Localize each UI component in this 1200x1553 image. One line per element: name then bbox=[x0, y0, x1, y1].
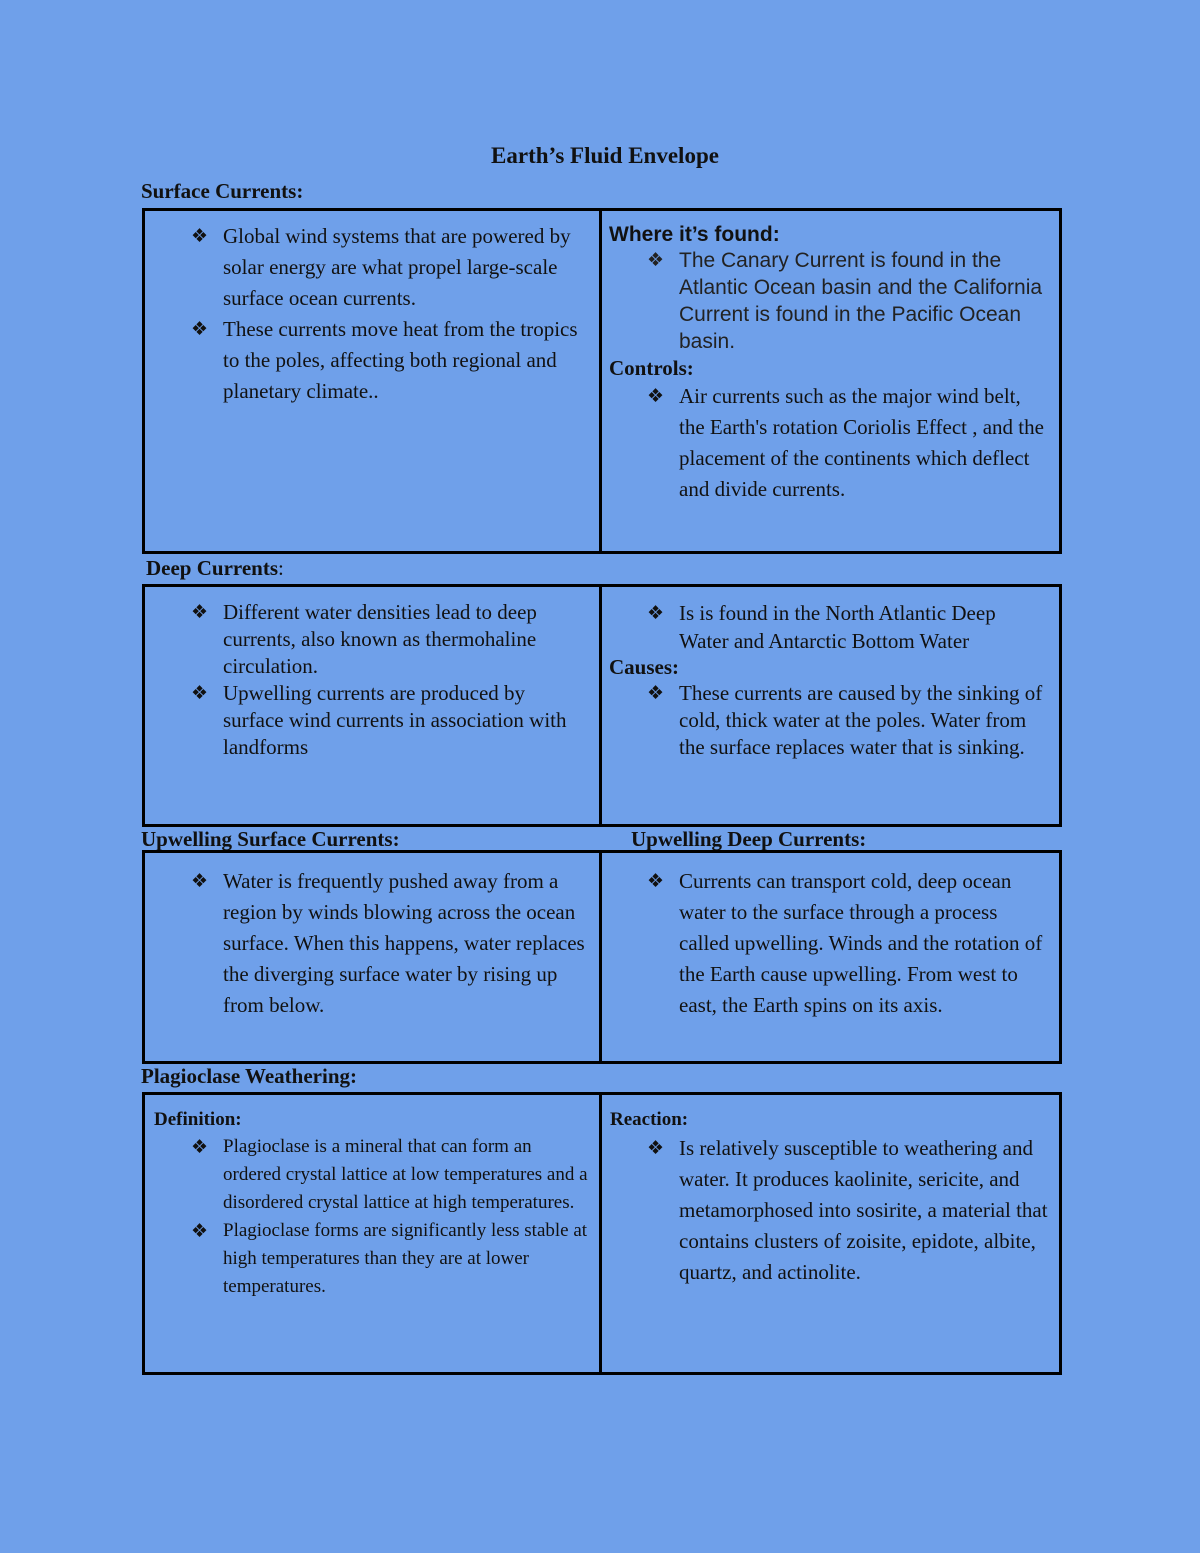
plagioclase-table bbox=[142, 1092, 1062, 1375]
where-found-label: Where it’s found: bbox=[609, 223, 780, 246]
diamond-bullet-icon: ❖ bbox=[647, 1137, 665, 1159]
list-item: ❖ Different water densities lead to deep currents, also known as thermohaline circulation. bbox=[191, 600, 537, 678]
list-item: ❖ Air currents such as the major wind belt, the Earth's rotation Coriolis Effect , and the placement of the continents which deflect and divide currents. bbox=[602, 381, 1059, 505]
diamond-bullet-icon: ❖ bbox=[191, 1220, 209, 1242]
diamond-bullet-icon: ❖ bbox=[647, 682, 665, 704]
deep-currents-heading: Deep Currents: bbox=[146, 556, 284, 580]
page-title: Earth’s Fluid Envelope bbox=[491, 143, 719, 168]
list-item: ❖ The Canary Current is found in the Atlantic Ocean basin and the California Current is found in the Pacific Ocean basin. bbox=[647, 249, 1043, 353]
controls-label: Controls: bbox=[609, 356, 694, 380]
deep-currents-right-cell bbox=[602, 587, 1059, 824]
plagioclase-right-cell bbox=[602, 1095, 1059, 1372]
diamond-bullet-icon: ❖ bbox=[647, 385, 665, 407]
deep-currents-left-cell bbox=[145, 587, 602, 824]
reaction-label: Reaction: bbox=[610, 1109, 689, 1130]
surface-currents-right-cell bbox=[602, 211, 1059, 551]
surface-currents-table bbox=[142, 208, 1062, 554]
list-item: ❖ Plagioclase is a mineral that can form an ordered crystal lattice at low temperatures and a disordered crystal lattice at high temperatures. bbox=[145, 1133, 599, 1217]
list-item: ❖ Water is frequently pushed away from a region by winds blowing across the ocean surface. When this happens, water replaces the diverging surface water by rising up from below. bbox=[145, 866, 599, 1021]
diamond-bullet-icon: ❖ bbox=[191, 682, 209, 704]
upwelling-right-cell bbox=[602, 853, 1059, 1061]
diamond-bullet-icon: ❖ bbox=[191, 1136, 209, 1158]
surface-currents-left-cell bbox=[145, 211, 602, 551]
list-item: ❖ Currents can transport cold, deep ocean water to the surface through a process called upwelling. Winds and the rotation of the Earth cause upwelling. From west to east, the Earth spins on its axis. bbox=[602, 866, 1059, 1021]
diamond-bullet-icon: ❖ bbox=[191, 601, 209, 623]
diamond-bullet-icon: ❖ bbox=[647, 602, 665, 624]
causes-label: Causes: bbox=[609, 655, 680, 679]
deep-currents-table bbox=[142, 584, 1062, 827]
plagioclase-heading: Plagioclase Weathering: bbox=[141, 1064, 357, 1088]
list-item: ❖ Global wind systems that are powered by solar energy are what propel large-scale surface ocean currents. bbox=[145, 221, 599, 314]
diamond-bullet-icon: ❖ bbox=[191, 870, 209, 892]
upwelling-table bbox=[142, 850, 1062, 1064]
diamond-bullet-icon: ❖ bbox=[191, 318, 209, 340]
list-item: ❖ Is is found in the North Atlantic Deep Water and Antarctic Bottom Water bbox=[647, 601, 996, 653]
surface-currents-heading: Surface Currents: bbox=[141, 179, 304, 203]
diamond-bullet-icon: ❖ bbox=[647, 249, 665, 271]
list-item: ❖ Is relatively susceptible to weathering and water. It produces kaolinite, sericite, and metamorphosed into sosirite, a material that contains clusters of zoisite, epidote, albite, quartz, and actinolite. bbox=[602, 1133, 1059, 1288]
diamond-bullet-icon: ❖ bbox=[191, 225, 209, 247]
upwelling-surface-heading: Upwelling Surface Currents: bbox=[141, 827, 400, 851]
plagioclase-left-cell bbox=[145, 1095, 602, 1372]
list-item: ❖ Upwelling currents are produced by surface wind currents in association with landforms bbox=[191, 681, 567, 759]
list-item: ❖ Plagioclase forms are significantly less stable at high temperatures than they are at lower temperatures. bbox=[145, 1217, 599, 1301]
list-item: ❖ These currents move heat from the tropics to the poles, affecting both regional and planetary climate.. bbox=[145, 314, 599, 407]
upwelling-left-cell bbox=[145, 853, 602, 1061]
definition-label: Definition: bbox=[154, 1109, 242, 1130]
list-item: ❖ These currents are caused by the sinking of cold, thick water at the poles. Water from the surface replaces water that is sinking. bbox=[647, 681, 1043, 759]
diamond-bullet-icon: ❖ bbox=[647, 870, 665, 892]
upwelling-deep-heading: Upwelling Deep Currents: bbox=[631, 827, 867, 851]
